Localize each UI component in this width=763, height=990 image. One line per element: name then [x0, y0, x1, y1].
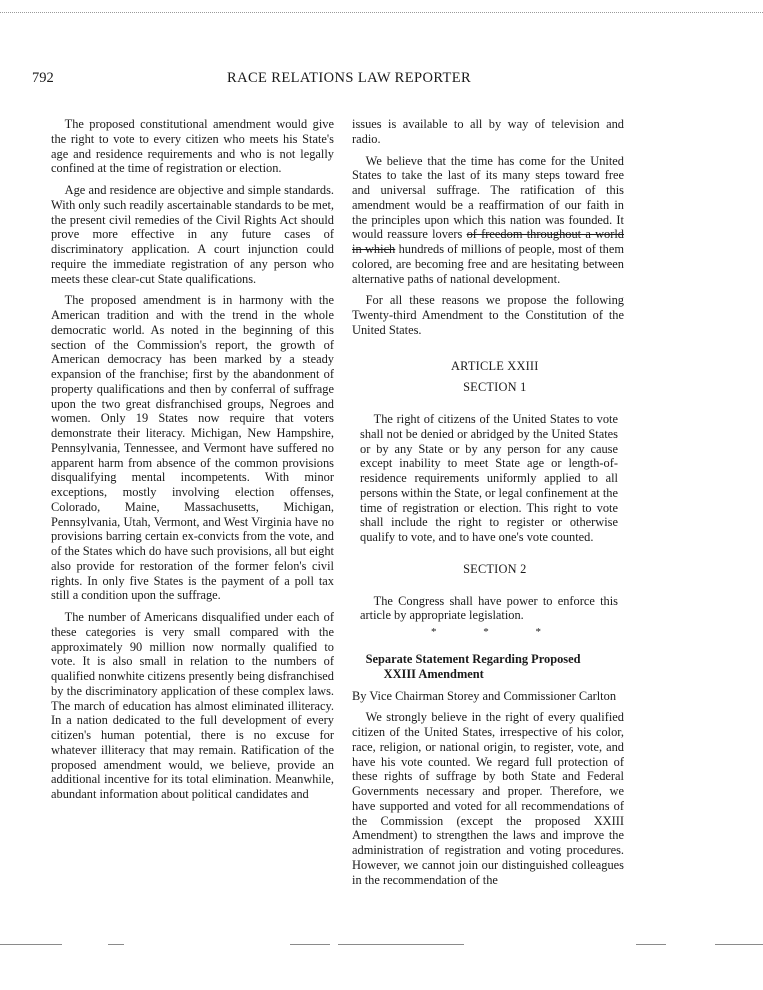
paragraph-text: hundreds of millions of people, most of them colored, are becoming free and are hesitating between alternative paths of national development. — [352, 242, 624, 286]
paragraph-text: We believe that the time has come for the United States to take the last of its many steps toward free and universal suffrage. The ratification of this amendment would be a reaffirmation of our faith in the principles upon which this nation was founded. It would reassure lovers — [352, 153, 624, 242]
paragraph: issues is available to all by way of television and radio. — [352, 117, 624, 146]
paragraph: Age and residence are objective and simple standards. With only such readily ascertainable standards to be met, the present civil remedies of the Civil Rights Act should prove more effective in any future cases of discriminatory application. A court injunction could require the immediate registration of any person who meets these clear-cut State qualifications. — [51, 183, 334, 286]
statement-heading-line-1: Separate Statement Regarding Proposed — [365, 652, 581, 666]
struck-text: of freedom throughout a world in which — [352, 227, 625, 256]
right-column — [352, 117, 624, 894]
section-2-title: SECTION 2 — [463, 561, 527, 576]
left-column — [51, 117, 334, 809]
paragraph: We strongly believe in the right of every qualified citizen of the United States, irrespective of his color, race, religion, or national origin, to register, vote, and have his vote counted. We regard full protection of these rights of suffrage by both State and Federal Governments necessary and proper. Therefore, we have supported and voted for all recommendations of the Commission (except the proposed XXIII Amendment) to strengthen the laws and improve the administration of registration and voting procedures. However, we cannot join our distinguished colleagues in the recommendation of the — [352, 710, 624, 887]
section-2-text: The Congress shall have power to enforce this article by appropriate legislation. — [360, 593, 618, 623]
page-number: 792 — [32, 70, 54, 86]
statement-heading-line-2: XXIII Amendment — [383, 666, 484, 681]
section-1-text: The right of citizens of the United States to vote shall not be denied or abridged by the United States or by any State or by any person for any cause except inability to meet State age or length-of-residence requirements uniformly applied to all persons within the State, or legal confinement at the time of registration or election. This right to vote shall include the right to register or otherwise qualify to vote, and to have one's vote counted. — [360, 412, 618, 544]
scan-bottom-edge — [0, 944, 763, 946]
running-head — [32, 70, 652, 90]
paragraph: The proposed constitutional amendment would give the right to vote to every citizen who meets his State's age and residence requirements and who is not legally confined at the time of registration or election. — [51, 117, 334, 176]
journal-title: RACE RELATIONS LAW REPORTER — [227, 70, 472, 86]
section-break-stars: * * * — [431, 626, 563, 638]
scan-top-edge — [0, 0, 763, 13]
statement-heading — [352, 652, 624, 682]
section-1-title: SECTION 1 — [463, 380, 527, 395]
article-title: ARTICLE XXIII — [451, 358, 539, 373]
byline: By Vice Chairman Storey and Commissioner Carlton — [352, 688, 617, 703]
paragraph — [352, 154, 624, 287]
paragraph: The proposed amendment is in harmony with the American tradition and with the trend in the whole democratic world. As noted in the beginning of this section of the Commission's report, the growth of American democracy has been marked by a steady expansion of the franchise; first by the abandonment of property qualifications and then by conferral of suffrage upon the two great disfranchised groups, Negroes and women. Only 19 States now require that voters demonstrate their literacy. Michigan, New Hampshire, Pennsylvania, Tennessee, and Vermont have suffered no apparent harm from absence of the common provisions disqualifying mental incompetents. With minor exceptions, mostly involving election offenses, Colorado, Maine, Massachusetts, Michigan, Pennsylvania, Utah, Vermont, and West Virginia have no provisions barring certain ex-convicts from the vote, and of the States which do have such provisions, all but eight also provide for restoration of the former felon's civil rights. In only five States is the payment of a poll tax still a condition upon the suffrage. — [51, 293, 334, 603]
paragraph: For all these reasons we propose the following Twenty-third Amendment to the Constitution of the United States. — [352, 293, 624, 337]
paragraph: The number of Americans disqualified under each of these categories is very small compared with the approximately 90 million now normally qualified to vote. It is also small in relation to the numbers of qualified nonwhite citizens presently being disfranchised by the discriminatory application of these complex laws. The march of education has almost eliminated illiteracy. In a nation dedicated to the full development of every citizen's human potential, there is no excuse for whatever illiteracy that may remain. Ratification of the proposed amendment would, we believe, provide an additional incentive for its total elimination. Meanwhile, abundant information about political candidates and — [51, 610, 334, 801]
